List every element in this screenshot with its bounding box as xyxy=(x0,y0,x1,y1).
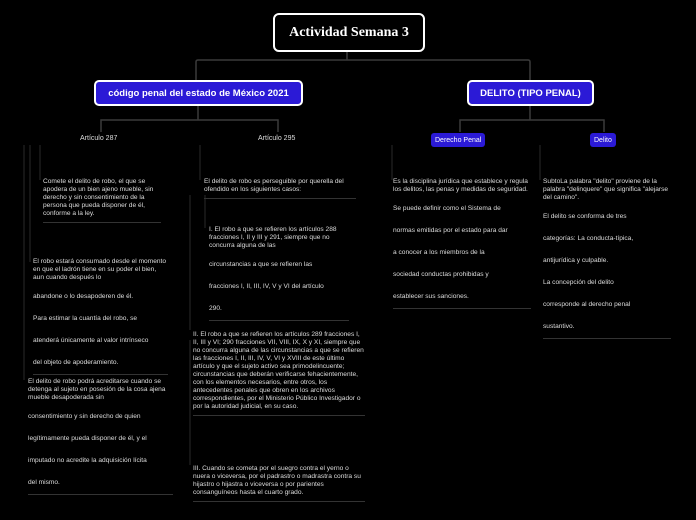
subtopic-label: Delito xyxy=(594,136,612,144)
subtopic-label: Derecho Penal xyxy=(435,136,482,144)
note-text: El delito de robo es perseguible por querella del ofendido en los siguientes casos: xyxy=(204,178,344,193)
note-text: 290. xyxy=(209,305,222,312)
note-robo-querella[interactable] xyxy=(204,178,356,199)
note-text: El robo estará consumado desde el momento en que el ladrón tiene en su poder el bien, aun cuando después lo xyxy=(33,258,167,281)
subtopic-articulo-295[interactable] xyxy=(258,135,295,142)
note-delito[interactable] xyxy=(543,178,671,339)
subtopic-derecho-penal[interactable] xyxy=(431,133,485,147)
note-derecho-penal[interactable] xyxy=(393,178,531,309)
subtopic-label: Artículo 287 xyxy=(80,135,118,142)
note-text: consentimiento y sin derecho de quien xyxy=(28,413,141,420)
note-text: El delito se conforma de tres xyxy=(543,213,627,220)
note-text: fracciones I, II, III, IV, V y VI del artículo xyxy=(209,283,324,290)
note-text: corresponde al derecho penal xyxy=(543,301,631,308)
note-text: abandone o lo desapoderen de él. xyxy=(33,293,134,300)
note-fraccion-i[interactable] xyxy=(209,226,349,321)
connector-root-hub xyxy=(196,48,530,80)
main-topic-label: código penal del estado de México 2021 xyxy=(108,87,289,99)
note-text: Es la disciplina jurídica que establece y regula los delitos, las penas y medidas de seguridad. xyxy=(393,178,528,193)
note-fraccion-ii[interactable] xyxy=(193,331,365,416)
note-text: categorías: La conducta-típica, xyxy=(543,235,634,242)
subtopic-articulo-287[interactable] xyxy=(80,135,117,142)
note-text: I. El robo a que se refieren los artículos 288 fracciones I, II y III y 291, siempre que no concurra alguna de las xyxy=(209,226,337,249)
root-topic[interactable] xyxy=(273,13,425,52)
note-text: SubtoLa palabra "delito" proviene de la palabra "delinquere" que significa "alejarse del camino". xyxy=(543,178,669,201)
root-title: Actividad Semana 3 xyxy=(289,24,409,40)
note-text: del mismo. xyxy=(28,479,60,486)
note-text: II. El robo a que se refieren los artículos 289 fracciones I, II, III y VI; 290 fracciones VII, VIII, IX, X y XI, siempre que no concurra alguna de las circunstancias a que se refieren las fracciones I, II, III, IV, V, VI y XVIII de este último artículo y que el sujeto activo sea primodelincuente; circunstancias que deberán verificarse fehacientemente, con los elementos necesarios, entre otros, los antecedentes penales que obren en los archivos correspondientes, por el Ministerio Público Investigador o por la autoridad judicial, en su caso. xyxy=(193,331,364,410)
subtopic-label: Artículo 295 xyxy=(258,135,296,142)
note-text: III. Cuando se cometa por el suegro contra el yerno o nuera o viceversa, por el padrastro o madrastra contra su hijastro o hijastra o viceversa o por parientes consanguíneos hasta el cuarto grado. xyxy=(193,465,361,496)
note-fraccion-iii[interactable] xyxy=(193,465,365,502)
note-text: El delito de robo podrá acreditarse cuando se detenga al sujeto en posesión de la cosa ajena mueble desapoderada sin xyxy=(28,378,166,401)
connector-art295-notes xyxy=(190,145,205,465)
note-robo-acreditacion[interactable] xyxy=(28,378,173,495)
note-text: circunstancias a que se refieren las xyxy=(209,261,313,268)
note-text: del objeto de apoderamiento. xyxy=(33,359,119,366)
connector-right-split xyxy=(460,104,604,132)
main-topic-label: DELITO (TIPO PENAL) xyxy=(480,87,581,99)
main-topic-codigo-penal[interactable] xyxy=(94,80,303,106)
note-text: normas emitidas por el estado para dar xyxy=(393,227,508,234)
connector-left-split xyxy=(101,104,278,132)
note-robo-consumado[interactable] xyxy=(33,258,168,375)
note-text: Para estimar la cuantía del robo, se xyxy=(33,315,138,322)
note-text: imputado no acredite la adquisición lícita xyxy=(28,457,147,464)
note-text: antijurídica y culpable. xyxy=(543,257,609,264)
subtopic-delito[interactable] xyxy=(590,133,616,147)
note-text: sustantivo. xyxy=(543,323,575,330)
note-robo-definicion[interactable] xyxy=(43,178,161,223)
note-text: Comete el delito de robo, el que se apodera de un bien ajeno mueble, sin derecho y sin consentimiento de la persona que pueda disponer de él, conforme a la ley. xyxy=(43,178,154,217)
note-text: establecer sus sanciones. xyxy=(393,293,469,300)
note-text: atenderá únicamente al valor intrínseco xyxy=(33,337,149,344)
note-text: sociedad conductas prohibidas y xyxy=(393,271,489,278)
note-text: Se puede definir como el Sistema de xyxy=(393,205,501,212)
main-topic-delito-tipo-penal[interactable] xyxy=(467,80,594,106)
note-text: legítimamente pueda disponer de él, y el xyxy=(28,435,147,442)
note-text: La concepción del delito xyxy=(543,279,614,286)
note-text: a conocer a los miembros de la xyxy=(393,249,485,256)
